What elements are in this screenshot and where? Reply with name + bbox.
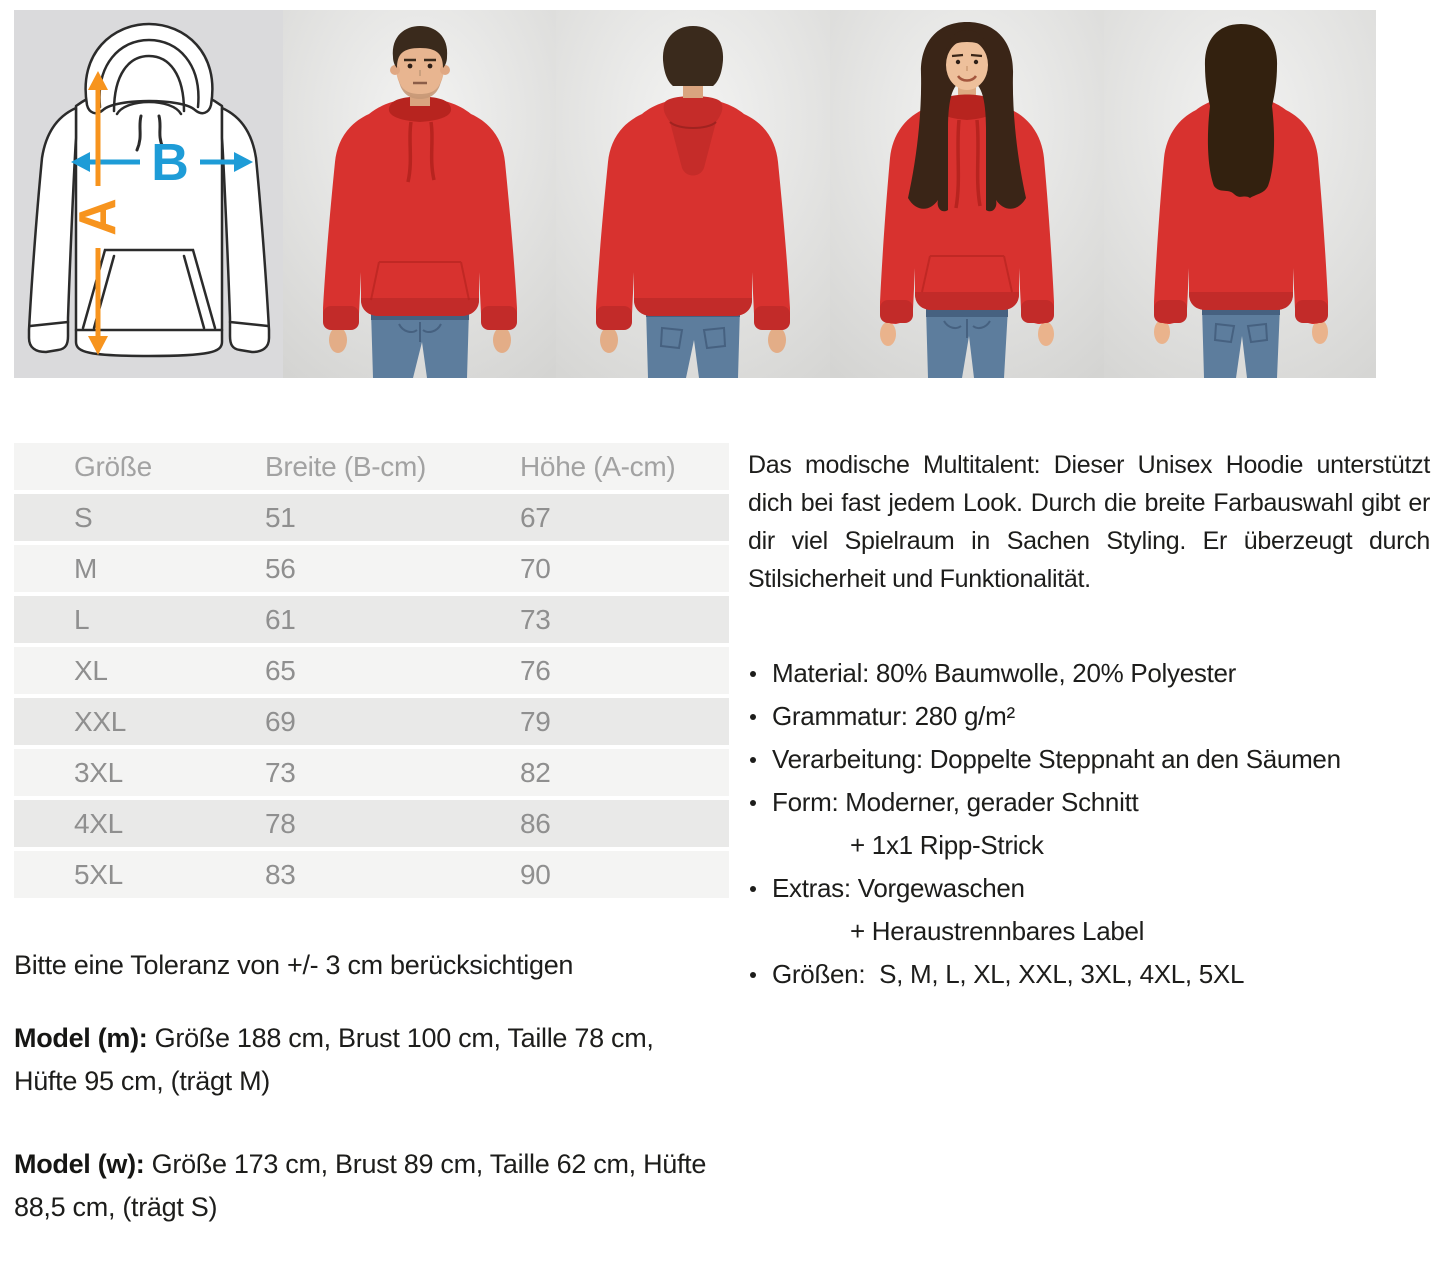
product-details-list [748, 652, 1430, 996]
table-row [14, 749, 729, 796]
model-w-label: Model (w): [14, 1149, 145, 1179]
table-row [14, 494, 729, 541]
size-cell: S [14, 494, 265, 541]
long-hair-back [1205, 24, 1277, 198]
model-m-note [14, 1017, 720, 1103]
model-male-front-photo [283, 10, 556, 378]
breite-cell: 78 [265, 800, 520, 847]
measurement-notes [14, 944, 720, 1269]
hoehe-cell: 73 [520, 596, 729, 643]
female-back-image [1104, 10, 1376, 378]
size-cell: M [14, 545, 265, 592]
detail-text: Material: 80% Baumwolle, 20% Polyester [772, 658, 1237, 688]
detail-text: Extras: Vorgewaschen [772, 873, 1025, 903]
tolerance-note: Bitte eine Toleranz von +/- 3 cm berücksichtigen [14, 950, 574, 980]
model-male-back-photo [556, 10, 830, 378]
detail-text: Grammatur: 280 g/m² [772, 701, 1015, 731]
list-item [748, 738, 1430, 781]
size-cell: 3XL [14, 749, 265, 796]
width-label-b: B [151, 134, 189, 192]
size-table [14, 439, 729, 902]
bullet-icon [750, 886, 756, 892]
breite-cell: 73 [265, 749, 520, 796]
hoodie-diagram-image [14, 10, 283, 378]
bullet-icon [750, 800, 756, 806]
size-cell: XL [14, 647, 265, 694]
male-back-image [556, 10, 830, 378]
table-row [14, 800, 729, 847]
female-head-back [1205, 24, 1277, 198]
hoehe-cell: 90 [520, 851, 729, 898]
male-front-image [283, 10, 556, 378]
size-cell: L [14, 596, 265, 643]
description-intro: Das modische Multitalent: Dieser Unisex Hoodie unterstützt dich bei fast jedem Look. Durch die breite Farbauswahl gibt er dir viel Spielraum in Sachen Styling. Er überzeugt durch Stilsicherheit und Funktionalität. [748, 451, 1430, 593]
table-row [14, 698, 729, 745]
bullet-icon [750, 671, 756, 677]
breite-cell: 65 [265, 647, 520, 694]
breite-cell: 51 [265, 494, 520, 541]
model-female-back-photo [1104, 10, 1376, 378]
bullet-icon [750, 757, 756, 763]
bullet-icon [750, 972, 756, 978]
hoehe-cell: 86 [520, 800, 729, 847]
red-hoodie [323, 97, 517, 331]
breite-cell: 69 [265, 698, 520, 745]
hoehe-cell: 70 [520, 545, 729, 592]
size-cell: 4XL [14, 800, 265, 847]
detail-text: Form: Moderner, gerader Schnitt [772, 787, 1139, 817]
breite-cell: 61 [265, 596, 520, 643]
size-cell: 5XL [14, 851, 265, 898]
breite-cell: 83 [265, 851, 520, 898]
detail-text: Verarbeitung: Doppelte Steppnaht an den Säumen [772, 744, 1341, 774]
detail-text: Größen: S, M, L, XL, XXL, 3XL, 4XL, 5XL [772, 959, 1245, 989]
hoehe-cell: 82 [520, 749, 729, 796]
table-row [14, 545, 729, 592]
product-description [748, 446, 1430, 996]
height-label-a: A [69, 198, 127, 236]
bullet-icon [750, 714, 756, 720]
female-front-image [830, 10, 1104, 378]
list-item [748, 652, 1430, 695]
product-image-strip [14, 10, 1376, 378]
hoehe-cell: 76 [520, 647, 729, 694]
size-cell: XXL [14, 698, 265, 745]
col-header-hoehe: Höhe (A-cm) [520, 443, 729, 490]
hoehe-cell: 79 [520, 698, 729, 745]
red-hoodie-female [880, 95, 1054, 325]
list-item [748, 695, 1430, 738]
table-row [14, 851, 729, 898]
list-item [748, 867, 1430, 953]
col-header-groesse: Größe [14, 443, 265, 490]
list-item [748, 781, 1430, 867]
col-header-breite: Breite (B-cm) [265, 443, 520, 490]
hoehe-cell: 67 [520, 494, 729, 541]
model-w-note [14, 1143, 720, 1229]
breite-cell: 56 [265, 545, 520, 592]
detail-sub-text: + Heraustrennbares Label [850, 916, 1145, 946]
model-m-label: Model (m): [14, 1023, 148, 1053]
detail-sub-text: + 1x1 Ripp-Strick [850, 830, 1044, 860]
size-table-header-row [14, 443, 729, 490]
table-row [14, 647, 729, 694]
model-m-text: Größe 188 cm, Brust 100 cm, Taille 78 cm, Hüfte 95 cm, (trägt M) [14, 1023, 661, 1096]
red-hoodie-back [596, 96, 790, 330]
model-w-text: Größe 173 cm, Brust 89 cm, Taille 62 cm, Hüfte 88,5 cm, (trägt S) [14, 1149, 714, 1222]
hoodie-measurement-diagram [14, 10, 283, 378]
model-female-front-photo [830, 10, 1104, 378]
table-row [14, 596, 729, 643]
list-item [748, 953, 1430, 996]
